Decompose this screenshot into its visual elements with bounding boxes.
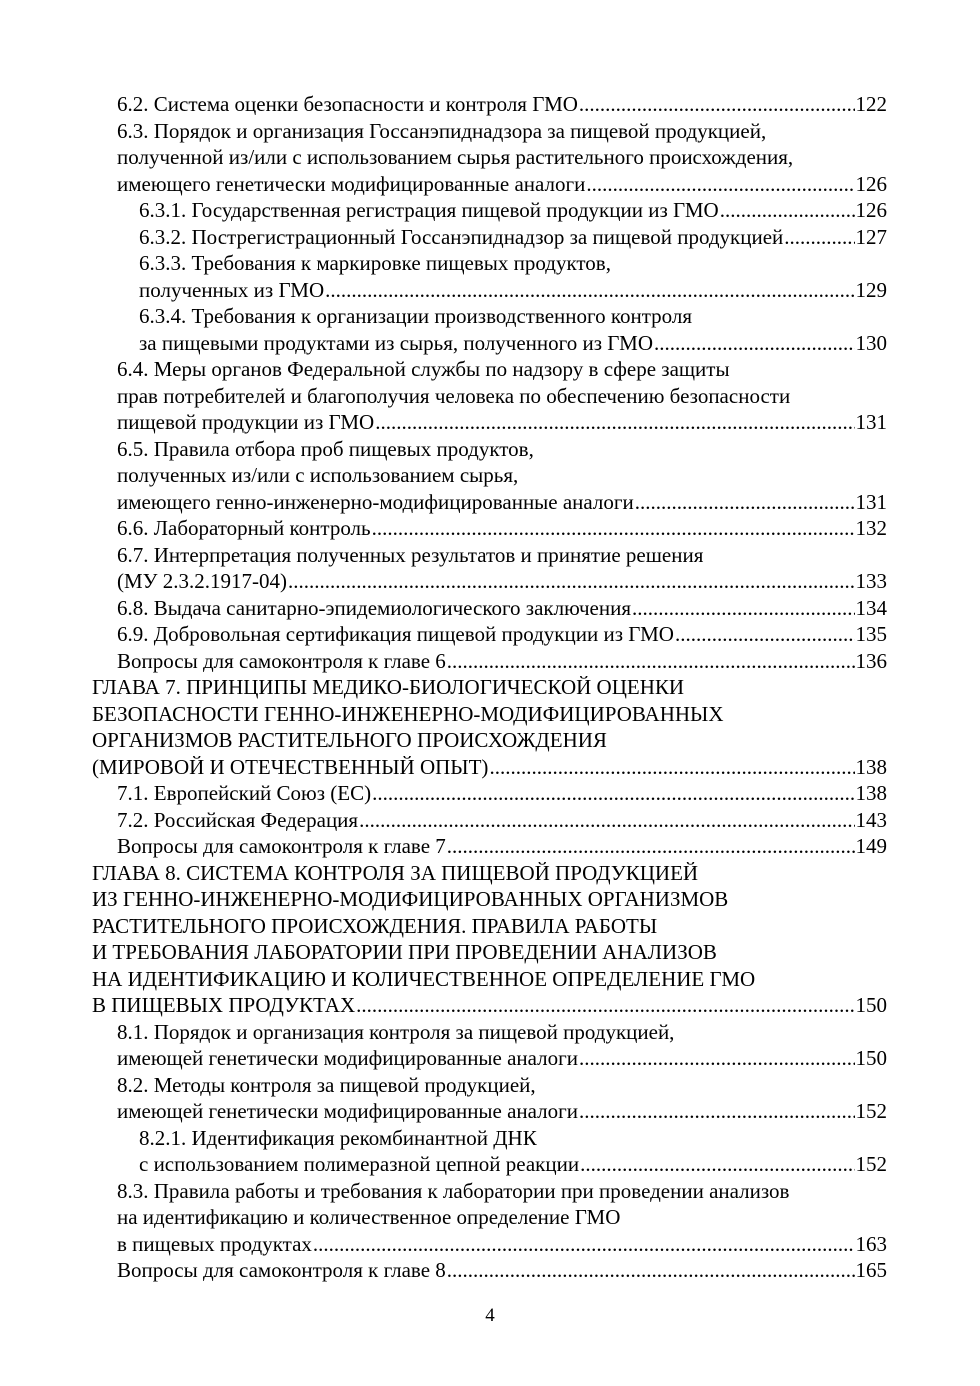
toc-entry-title: Вопросы для самоконтроля к главе 8 xyxy=(117,1258,446,1282)
toc-entry-title: РАСТИТЕЛЬНОГО ПРОИСХОЖДЕНИЯ. ПРАВИЛА РАБОТЫ xyxy=(92,913,658,938)
toc-line xyxy=(0,648,980,675)
dot-leader xyxy=(579,91,855,118)
toc-entry-title: ГЛАВА 7. ПРИНЦИПЫ МЕДИКО-БИОЛОГИЧЕСКОЙ ОЦЕНКИ xyxy=(92,675,685,699)
dot-leader xyxy=(375,409,854,436)
toc-line xyxy=(0,489,980,516)
toc-page-number: 135 xyxy=(855,622,887,646)
toc-page-number: 127 xyxy=(855,224,887,249)
toc-line xyxy=(0,224,980,251)
toc-section-entry xyxy=(0,515,980,542)
dot-leader xyxy=(288,568,854,595)
toc-entry-title: 7.2. Российская Федерация xyxy=(117,807,359,832)
toc-subsection-entry xyxy=(0,224,980,251)
toc-page-number: 163 xyxy=(855,1231,887,1256)
toc-page-number: 152 xyxy=(855,1099,887,1123)
toc-entry-title: 6.3. Порядок и организация Госсанэпиднадзора за пищевой продукцией, xyxy=(117,118,767,143)
toc-page-number: 126 xyxy=(855,198,887,222)
toc-line xyxy=(0,992,980,1019)
toc-section-entry xyxy=(0,542,980,595)
toc-page-number: 143 xyxy=(855,807,887,832)
toc-line xyxy=(0,1231,980,1258)
toc-entry-title: 8.3. Правила работы и требования к лаборатории при проведении анализов xyxy=(117,1178,790,1203)
toc-entry-title: БЕЗОПАСНОСТИ ГЕННО-ИНЖЕНЕРНО-МОДИФИЦИРОВАННЫХ xyxy=(92,701,724,726)
dot-leader xyxy=(632,595,854,622)
toc-section-entry xyxy=(0,91,980,118)
toc-entry-title: И ТРЕБОВАНИЯ ЛАБОРАТОРИИ ПРИ ПРОВЕДЕНИИ АНАЛИЗОВ xyxy=(92,940,717,964)
toc-section-entry xyxy=(0,356,980,436)
toc-entry-title: прав потребителей и благополучия человека по обеспечению безопасности xyxy=(117,383,791,408)
dot-leader xyxy=(784,224,854,251)
toc-entry-title: имеющего генно-инженерно-модифицированные аналоги xyxy=(117,489,634,514)
toc-entry-title: с использованием полимеразной цепной реакции xyxy=(139,1152,580,1176)
dot-leader xyxy=(325,277,854,304)
toc-entry-title: полученных из ГМО xyxy=(139,277,325,302)
toc-entry-title: в пищевых продуктах xyxy=(117,1231,312,1256)
toc-section-entry xyxy=(0,648,980,675)
toc-entry-title: имеющего генетически модифицированные аналоги xyxy=(117,171,586,196)
toc-line xyxy=(0,568,980,595)
toc-entry-title: 6.3.4. Требования к организации производственного контроля xyxy=(139,304,693,328)
dot-leader xyxy=(586,171,854,198)
toc-entry-title: НА ИДЕНТИФИКАЦИЮ И КОЛИЧЕСТВЕННОЕ ОПРЕДЕЛЕНИЕ ГМО xyxy=(92,966,756,991)
toc-section-entry xyxy=(0,780,980,807)
toc-entry-title: за пищевыми продуктами из сырья, полученного из ГМО xyxy=(139,330,653,355)
toc-line xyxy=(0,330,980,357)
toc-line xyxy=(0,171,980,198)
dot-leader xyxy=(359,807,854,834)
toc-page-number: 150 xyxy=(855,1046,887,1070)
toc-page-number: 132 xyxy=(855,516,887,540)
toc-subsection-entry xyxy=(0,303,980,356)
dot-leader xyxy=(489,754,854,781)
toc-entry-title: 6.4. Меры органов Федеральной службы по надзору в сфере защиты xyxy=(117,357,730,381)
toc-subsection-entry xyxy=(0,197,980,224)
toc-section-entry xyxy=(0,1178,980,1258)
toc-line xyxy=(0,1045,980,1072)
dot-leader xyxy=(372,780,854,807)
toc-section-entry xyxy=(0,833,980,860)
toc-entry-title: ОРГАНИЗМОВ РАСТИТЕЛЬНОГО ПРОИСХОЖДЕНИЯ xyxy=(92,728,607,752)
dot-leader xyxy=(579,1098,854,1125)
toc-entry-title: 6.8. Выдача санитарно-эпидемиологического заключения xyxy=(117,595,632,620)
toc-page-number: 126 xyxy=(855,171,887,196)
toc-section-entry xyxy=(0,595,980,622)
dot-leader xyxy=(447,1257,855,1284)
toc-page-number: 122 xyxy=(855,92,887,116)
dot-leader xyxy=(654,330,855,357)
toc-line xyxy=(0,277,980,304)
toc-line xyxy=(0,780,980,807)
toc-line xyxy=(0,595,980,622)
toc-entry-title: 7.1. Европейский Союз (ЕС) xyxy=(117,781,372,805)
toc-entry-title: 6.3.1. Государственная регистрация пищевой продукции из ГМО xyxy=(139,198,719,222)
toc-line xyxy=(0,515,980,542)
toc-page-number: 131 xyxy=(855,410,887,434)
dot-leader xyxy=(580,1151,854,1178)
toc-section-entry xyxy=(0,1019,980,1072)
dot-leader xyxy=(720,197,855,224)
toc-section-entry xyxy=(0,621,980,648)
toc-page-number: 138 xyxy=(855,754,887,779)
toc-line xyxy=(0,1257,980,1284)
toc-entry-title: имеющей генетически модифицированные аналоги xyxy=(117,1046,579,1070)
dot-leader xyxy=(635,489,855,516)
toc-entry-title: на идентификацию и количественное определение ГМО xyxy=(117,1205,621,1229)
toc-entry-title: (МУ 2.3.2.1917-04) xyxy=(117,569,288,593)
toc-page-number: 138 xyxy=(855,781,887,805)
toc-page-number: 134 xyxy=(855,595,887,620)
toc-entry-title: полученной из/или с использованием сырья растительного происхождения, xyxy=(117,145,794,169)
toc-line xyxy=(0,807,980,834)
toc-entry-title: 6.2. Система оценки безопасности и контроля ГМО xyxy=(117,92,578,116)
toc-entry-title: полученных из/или с использованием сырья, xyxy=(117,463,519,487)
dot-leader xyxy=(356,992,854,1019)
toc-entry-title: Вопросы для самоконтроля к главе 6 xyxy=(117,648,446,673)
toc-line xyxy=(0,754,980,781)
toc-entry-title: 6.6. Лабораторный контроль xyxy=(117,516,371,540)
toc-line xyxy=(0,621,980,648)
toc-entry-title: В ПИЩЕВЫХ ПРОДУКТАХ xyxy=(92,993,356,1017)
toc-page-number: 131 xyxy=(855,489,887,514)
toc-section-entry xyxy=(0,118,980,198)
toc-entry-title: 6.7. Интерпретация полученных результатов и принятие решения xyxy=(117,542,704,567)
toc-entry-title: 6.9. Добровольная сертификация пищевой продукции из ГМО xyxy=(117,622,674,646)
toc-entry-title: 8.2. Методы контроля за пищевой продукцией, xyxy=(117,1072,536,1097)
dot-leader xyxy=(447,833,855,860)
toc-page-number: 152 xyxy=(855,1152,887,1176)
toc-entry-title: 6.3.3. Требования к маркировке пищевых продуктов, xyxy=(139,251,611,275)
toc-chapter-entry xyxy=(0,674,980,780)
page-number: 4 xyxy=(485,1305,495,1326)
toc-line xyxy=(0,197,980,224)
toc-entry-title: ИЗ ГЕННО-ИНЖЕНЕРНО-МОДИФИЦИРОВАННЫХ ОРГАНИЗМОВ xyxy=(92,887,729,911)
toc-entry-title: 6.5. Правила отбора проб пищевых продуктов, xyxy=(117,436,534,461)
dot-leader xyxy=(579,1045,854,1072)
toc-entry-title: 8.2.1. Идентификация рекомбинантной ДНК xyxy=(139,1125,537,1150)
toc-entry-title: имеющей генетически модифицированные аналоги xyxy=(117,1099,579,1123)
dot-leader xyxy=(675,621,855,648)
toc-line xyxy=(0,409,980,436)
dot-leader xyxy=(447,648,855,675)
toc-entry-title: пищевой продукции из ГМО xyxy=(117,410,375,434)
toc-line xyxy=(0,91,980,118)
dot-leader xyxy=(372,515,855,542)
toc-entry-title: ГЛАВА 8. СИСТЕМА КОНТРОЛЯ ЗА ПИЩЕВОЙ ПРОДУКЦИЕЙ xyxy=(92,860,699,885)
toc-section-entry xyxy=(0,807,980,834)
toc-page-number: 136 xyxy=(855,648,887,673)
toc-line xyxy=(0,1098,980,1125)
toc-subsection-entry xyxy=(0,250,980,303)
toc-entry-title: Вопросы для самоконтроля к главе 7 xyxy=(117,834,446,858)
toc-entry-title: 6.3.2. Пострегистрационный Госсанэпиднадзор за пищевой продукцией xyxy=(139,224,784,249)
toc-entry-title: 8.1. Порядок и организация контроля за пищевой продукцией, xyxy=(117,1019,675,1044)
toc-section-entry xyxy=(0,1257,980,1284)
table-of-contents xyxy=(0,91,980,1284)
toc-line xyxy=(0,1151,980,1178)
toc-chapter-entry xyxy=(0,860,980,1019)
toc-page-number: 129 xyxy=(855,277,887,302)
toc-page-number: 149 xyxy=(855,834,887,858)
toc-line xyxy=(0,833,980,860)
toc-section-entry xyxy=(0,436,980,516)
toc-page-number: 150 xyxy=(855,993,887,1017)
toc-page-number: 165 xyxy=(855,1258,887,1282)
dot-leader xyxy=(313,1231,855,1258)
toc-subsection-entry xyxy=(0,1125,980,1178)
toc-page-number: 130 xyxy=(855,330,887,355)
toc-page-number: 133 xyxy=(855,569,887,593)
toc-entry-title: (МИРОВОЙ И ОТЕЧЕСТВЕННЫЙ ОПЫТ) xyxy=(92,754,489,779)
toc-section-entry xyxy=(0,1072,980,1125)
